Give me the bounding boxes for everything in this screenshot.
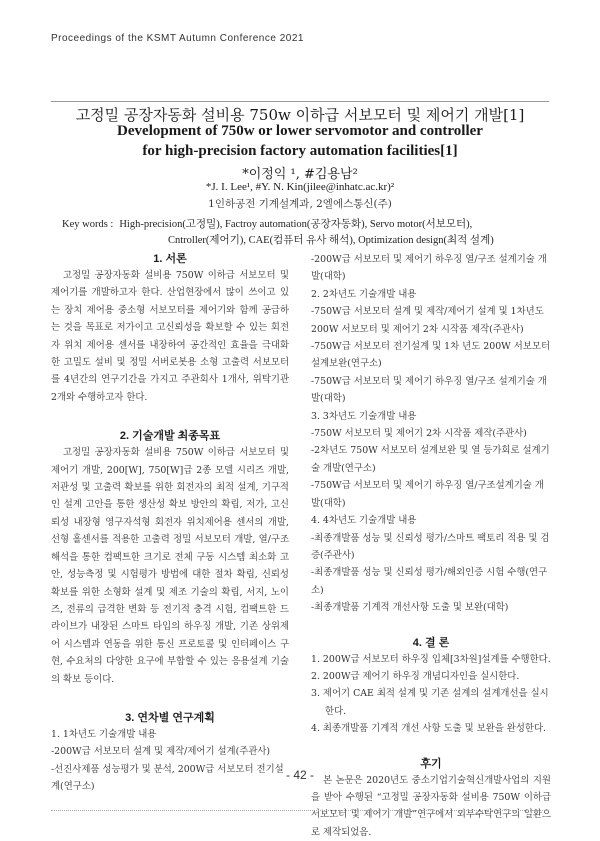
plan-left-list — [51, 726, 289, 796]
plan-line: -750W급 서보모터 전기설계 및 1차 년도 200W 서보모터 설계보완(연구소) — [311, 341, 551, 370]
left-column — [51, 251, 289, 796]
plan-line: 2. 2차년도 기술개발 내용 — [311, 288, 417, 300]
plan-line: -750W급 서보모터 및 제어기 하우징 열/구조설계기술 개발(대학) — [311, 480, 544, 509]
section-plan-title: 3. 연차별 연구계획 — [125, 711, 215, 724]
keywords-label: Key words : — [62, 219, 114, 230]
authors-korean: *이정익 ¹, #김용남² — [242, 167, 358, 182]
plan-line: 1. 1차년도 기술개발 내용 — [51, 728, 157, 740]
conclusion-list — [311, 651, 551, 738]
plan-line: -최종개발품 기계적 개선사항 도출 및 보완(대학) — [311, 602, 509, 614]
section-ack-text: 본 논문은 2020년도 중소기업기술혁신개발사업의 지원을 받아 수행된 “고정밀 공장자동화 설비용 750W 이하급 서보모터 및 제어기 개발”연구에서 외부수탁연구의 일환으로 제작되었음. — [311, 774, 551, 838]
plan-line: -최종개발품 성능 및 신뢰성 평가/스마트 팩토리 적용 및 검증(주관사) — [311, 532, 550, 561]
plan-line: -최종개발품 성능 및 신뢰성 평가/해외인증 시험 수행(연구소) — [311, 567, 548, 596]
plan-line: -선진사제품 성능평가 및 분석, 200W급 서보모터 전기설계(연구소) — [51, 763, 284, 793]
plan-line: -750W 서보모터 및 제어기 2차 시작품 제작(주관사) — [311, 428, 527, 440]
authors-english: *J. I. Lee¹, #Y. N. Kin(jilee@inhatc.ac.kr)² — [205, 181, 395, 193]
section-ack-title: 후기 — [420, 757, 442, 770]
keywords-line2: Cntroller(제어기), CAE(컴퓨터 유사 해석), Optimization design(최적 설계) — [168, 235, 494, 246]
plan-line: -200W급 서보모터 및 제어기 하우징 열/구조 설계기술 개발(대학) — [311, 254, 547, 283]
section-intro-title: 1. 서론 — [153, 253, 187, 265]
plan-line: -750W급 서보모터 및 제어기 하우징 열/구조 설계기술 개발(대학) — [311, 375, 547, 405]
header-rule — [51, 101, 549, 102]
conclusion-item: 3. 제어기 CAE 최적 설계 및 기존 설계의 설계개선을 실시한다. — [311, 688, 549, 717]
conclusion-item: 4. 최종개발품 기계적 개선 사항 도출 및 보완을 완성한다. — [311, 723, 547, 735]
bottom-rule — [51, 810, 549, 811]
section-intro-text: 고정밀 공장자동화 설비용 750W 이하급 서보모터 및 제어기를 개발하고자 한다. 산업현장에서 많이 쓰이고 있는 장치 제어용 중소형 서보모터를 제어기와 함께 공급하는 것을 목표로 저가이고 고신뢰성을 확보할 수 있는 회전자 위치 제어용 센서를 내장하여 공간적인 효율을 극대화한 고밀도 설비 및 정밀 서버로봇용 소형 고출력 서보모터를 4년간의 연구기간을 가지고 주관회사 1개사, 위탁기관 2개와 수행하고자 한다. — [51, 270, 289, 403]
plan-line: -2차년도 750W 서보모터 설계보완 및 열 등가회로 설계기술 개발(연구소) — [311, 445, 550, 474]
plan-line: -200W급 서보모터 설계 및 제작/제어기 설계(주관사) — [51, 746, 271, 758]
title-korean: 고정밀 공장자동화 설비용 750w 이하급 서보모터 및 제어기 개발[1] — [75, 106, 525, 124]
page-number: - 42 - — [285, 768, 314, 782]
plan-line: -750W급 서보모터 설계 및 제작/제어기 설계 및 1차년도 200W 서보모터 및 제어기 2차 시작품 제작(주관사) — [311, 306, 544, 335]
section-goal-title: 2. 기술개발 최종목표 — [119, 430, 221, 443]
affiliations: 1인하공전 기계설계과, 2엘에스통신(주) — [208, 198, 392, 210]
title-english-line1: Development of 750w or lower servomotor and controller — [117, 123, 483, 139]
title-english-line2: for high-precision factory automation facilities[1] — [142, 143, 458, 159]
conclusion-item: 1. 200W급 서보모터 하우징 입체[3차원]설계를 수행한다. — [311, 653, 551, 665]
plan-line: 4. 4차년도 기술개발 내용 — [311, 515, 417, 527]
section-goal-text: 고정밀 공장자동화 설비용 750W 이하급 서보모터 및 제어기 개발, 200[W], 750[W]급 2종 모델 시리즈 개발, 저관성 및 고출력 확보를 위한 회전자의 최적 설계, 기구적인 설계 고안을 통한 생산성 확보 방안의 확립, 저가, 고신뢰성 내장형 영구자석형 회전자 위치제어용 센서의 개발, 선형 홀센서를 적용한 고출력 정밀 서보모터 개발, 열/구조해석을 통한 컴팩트한 크기로 전체 구동 시스템 최소화 고안, 성능측정 및 시험평가 방법에 대한 절차 확립, 신뢰성 확보를 위한 소형화 설계 및 제조 기술의 확립, 서지, 노이즈, 전류의 급격한 변화 등 전기적 충격 시험, 컴팩트한 드라이브가 내장된 스마트 타입의 하우징 개발, 기존 상위제어 시스템과 연동을 위한 통신 프로토콜 및 인터페이스 구현, 수요처의 다양한 요구에 부합할 수 있는 응용설계 기술의 확보 등이다. — [51, 447, 289, 685]
keywords-line1: High-precision(고정밀), Factroy automation(공장자동화), Servo motor(서보모터), — [119, 219, 473, 230]
plan-right-list — [311, 251, 551, 617]
plan-line: 3. 3차년도 기술개발 내용 — [311, 410, 417, 422]
proceedings-header: Proceedings of the KSMT Autumn Conference 2021 — [51, 33, 304, 44]
keywords-block — [62, 217, 542, 249]
conclusion-item: 2. 200W급 제어기 하우징 개념디자인을 실시한다. — [311, 670, 520, 682]
section-conclusion-title: 4. 결 론 — [412, 636, 450, 649]
right-column — [311, 251, 551, 841]
